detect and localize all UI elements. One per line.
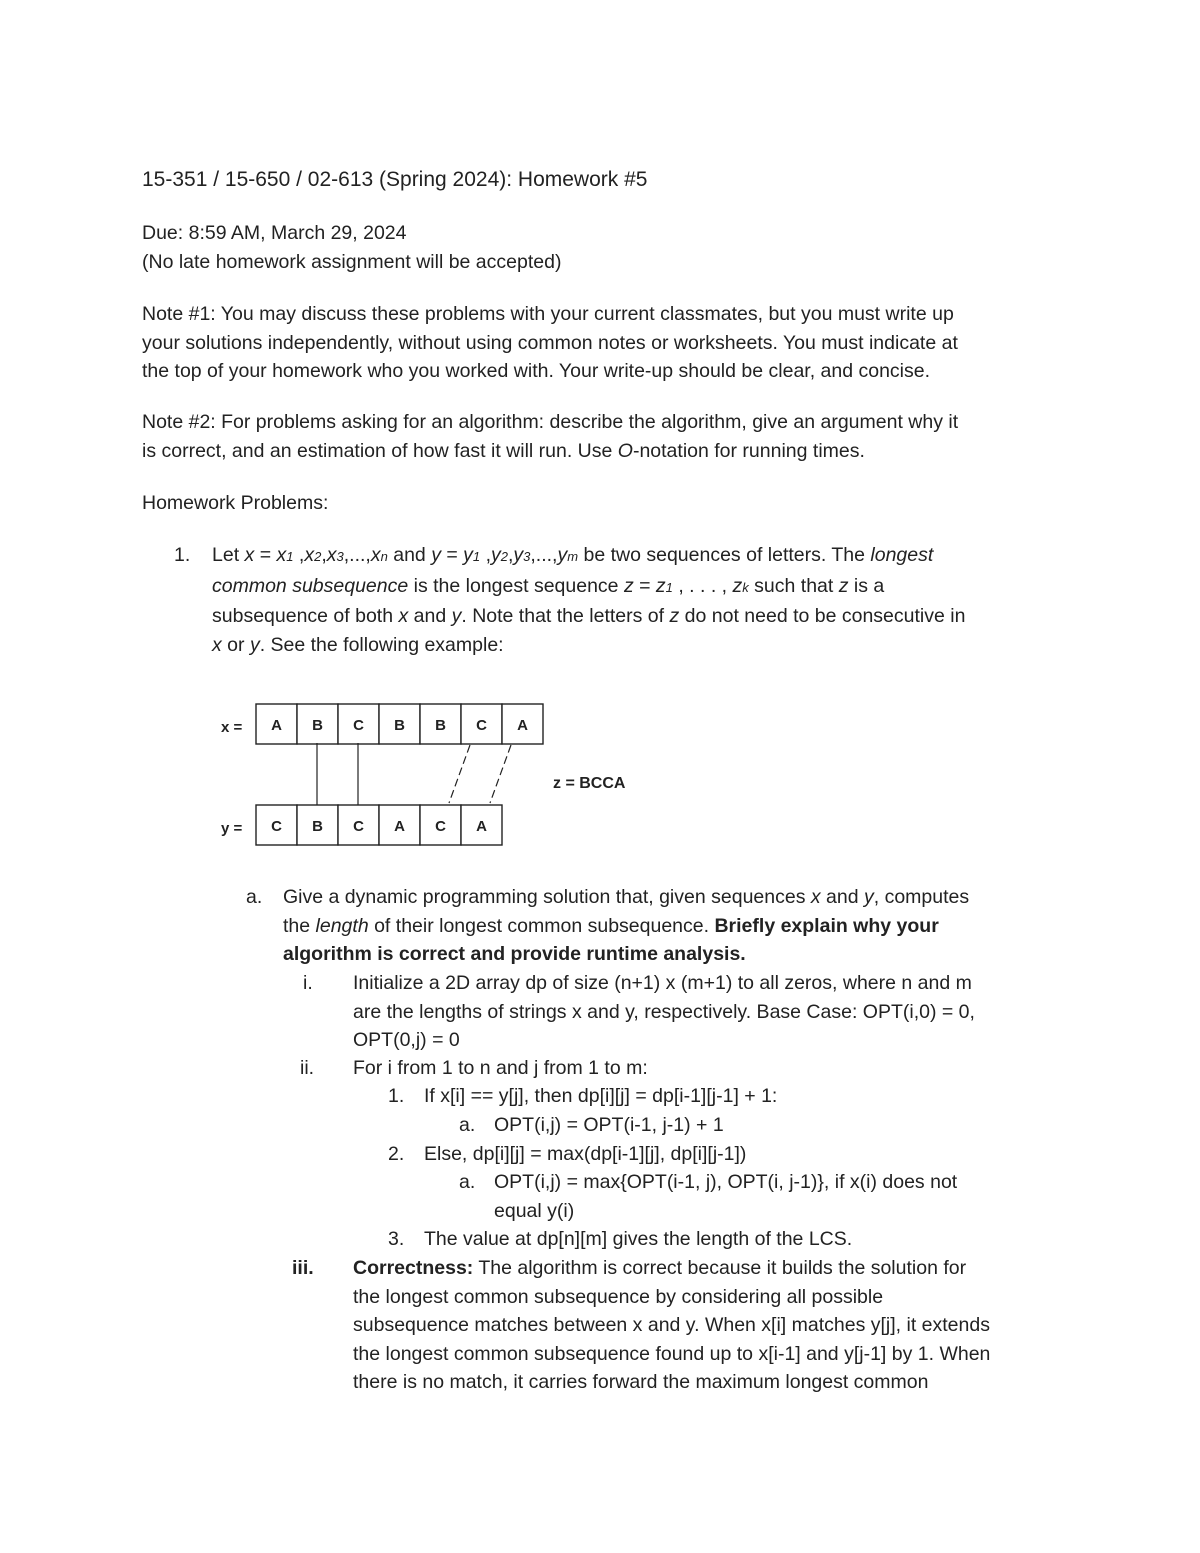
y-sequence-cell-letter: A bbox=[476, 818, 487, 835]
step-1-line: If x[i] == y[j], then dp[i][j] = dp[i-1][j-1] + 1: bbox=[424, 1085, 778, 1107]
match-line-c2 bbox=[449, 745, 470, 803]
step-3-line: The value at dp[n][m] gives the length of the LCS. bbox=[424, 1228, 853, 1250]
step-3-text bbox=[424, 1225, 852, 1254]
problems-heading bbox=[142, 489, 1072, 518]
step-2a-line: OPT(i,j) = max{OPT(i-1, j), OPT(i, j-1)}, if x(i) does not bbox=[494, 1171, 958, 1193]
x-sequence-cell-letter: C bbox=[476, 717, 487, 734]
item-i-marker: i. bbox=[303, 972, 313, 994]
item-iii-line: there is no match, it carries forward the maximum longest common bbox=[353, 1371, 929, 1394]
x-sequence-cell-letter: A bbox=[271, 717, 282, 734]
y-sequence-cell-letter: B bbox=[312, 818, 323, 835]
item-iii-marker: iii. bbox=[292, 1257, 314, 1279]
problem-1-line-1: Let x = x1 ,x2,x3,...,xn and y = y1 ,y2,y3,...,ym be two sequences of letters. The longest bbox=[212, 544, 934, 566]
problem-1-line-4: x or y. See the following example: bbox=[212, 633, 504, 656]
correctness-label: Correctness: bbox=[353, 1257, 474, 1279]
x-sequence-cell-letter: A bbox=[517, 717, 528, 734]
late-policy: (No late homework assignment will be accepted) bbox=[142, 250, 562, 273]
item-iii-line: Correctness: The algorithm is correct because it builds the solution for bbox=[353, 1257, 967, 1279]
x-sequence-cell-letter: B bbox=[312, 717, 323, 734]
item-i-line: Initialize a 2D array dp of size (n+1) x (m+1) to all zeros, where n and m bbox=[353, 972, 972, 994]
note-2-text: -notation for running times. bbox=[632, 439, 865, 462]
part-a-line-3: algorithm is correct and provide runtime analysis. bbox=[283, 943, 746, 966]
item-i-text bbox=[353, 969, 975, 1055]
part-a-line-2: the length of their longest common subsequence. Briefly explain why your bbox=[283, 914, 939, 937]
step-2a-line: equal y(i) bbox=[494, 1199, 575, 1222]
note-2-line bbox=[142, 437, 1072, 466]
step-2a-text bbox=[494, 1168, 957, 1225]
item-iii-line: subsequence matches between x and y. When x[i] matches y[j], it extends bbox=[353, 1314, 990, 1337]
match-line-a bbox=[490, 745, 511, 803]
part-a-line-1: Give a dynamic programming solution that, given sequences x and y, computes bbox=[283, 886, 970, 908]
note-2 bbox=[142, 408, 1072, 465]
item-iii-line: the longest common subsequence by considering all possible bbox=[353, 1285, 884, 1308]
item-ii-line: For i from 1 to n and j from 1 to m: bbox=[353, 1057, 648, 1079]
note-2-line: Note #2: For problems asking for an algorithm: describe the algorithm, give an argument why it bbox=[142, 411, 959, 433]
x-sequence-cell-letter: C bbox=[353, 717, 364, 734]
z-label: z = BCCA bbox=[553, 775, 626, 792]
x-sequence-cell-letter: B bbox=[394, 717, 405, 734]
y-sequence-cell-letter: C bbox=[353, 818, 364, 835]
part-a-text bbox=[283, 883, 1063, 969]
problem-1-marker: 1. bbox=[174, 544, 191, 566]
x-sequence-row bbox=[256, 704, 543, 744]
problem-1-line-2: common subsequence is the longest sequence z = z1 , . . . , zk such that z is a bbox=[212, 574, 885, 597]
part-a-marker: a. bbox=[246, 886, 263, 908]
step-3-marker: 3. bbox=[388, 1228, 405, 1250]
x-sequence-cell-letter: B bbox=[435, 717, 446, 734]
item-i-line: are the lengths of strings x and y, respectively. Base Case: OPT(i,0) = 0, bbox=[353, 1000, 975, 1023]
title-text: 15-351 / 15-650 / 02-613 (Spring 2024): Homework #5 bbox=[142, 168, 648, 191]
y-sequence-cell-letter: C bbox=[271, 818, 282, 835]
item-ii-marker: ii. bbox=[300, 1057, 315, 1079]
step-1a-line: OPT(i,j) = OPT(i-1, j-1) + 1 bbox=[494, 1114, 724, 1136]
note-1-line: Note #1: You may discuss these problems with your current classmates, but you must write up bbox=[142, 303, 954, 325]
match-lines bbox=[317, 743, 511, 805]
lcs-diagram-svg bbox=[210, 695, 650, 855]
step-1-text bbox=[424, 1082, 777, 1111]
problem-1-line-3: subsequence of both x and y. Note that the letters of z do not need to be consecutive in bbox=[212, 605, 966, 628]
step-2-line: Else, dp[i][j] = max(dp[i-1][j], dp[i][j-1]) bbox=[424, 1143, 747, 1165]
note-2-text: is correct, and an estimation of how fast it will run. Use bbox=[142, 439, 618, 462]
item-ii-text bbox=[353, 1054, 648, 1083]
step-2-text bbox=[424, 1140, 746, 1169]
x-label: x = bbox=[221, 719, 243, 736]
note-1-line: your solutions independently, without using common notes or worksheets. You must indicate at bbox=[142, 331, 958, 354]
y-label: y = bbox=[221, 820, 243, 837]
y-sequence-row bbox=[256, 805, 502, 845]
step-1-marker: 1. bbox=[388, 1085, 405, 1107]
due-date: Due: 8:59 AM, March 29, 2024 bbox=[142, 222, 407, 244]
note-1 bbox=[142, 300, 1072, 386]
note-1-line: the top of your homework who you worked with. Your write-up should be clear, and concise. bbox=[142, 360, 931, 383]
y-sequence-cell-letter: C bbox=[435, 818, 446, 835]
due-block bbox=[142, 219, 1072, 276]
lcs-example-diagram bbox=[210, 695, 650, 855]
problem-1-text bbox=[212, 541, 1062, 659]
big-o-symbol: O bbox=[617, 439, 633, 462]
item-i-line: OPT(0,j) = 0 bbox=[353, 1029, 460, 1052]
y-sequence-cell-letter: A bbox=[394, 818, 405, 835]
step-1a-marker: a. bbox=[459, 1114, 476, 1136]
step-2a-marker: a. bbox=[459, 1171, 476, 1193]
step-2-marker: 2. bbox=[388, 1143, 405, 1165]
step-1a-text bbox=[494, 1111, 724, 1140]
problems-heading-text: Homework Problems: bbox=[142, 492, 329, 514]
item-iii-line: the longest common subsequence found up to x[i-1] and y[j-1] by 1. When bbox=[353, 1342, 991, 1365]
homework-title bbox=[142, 166, 1072, 195]
item-iii-text bbox=[353, 1254, 990, 1397]
